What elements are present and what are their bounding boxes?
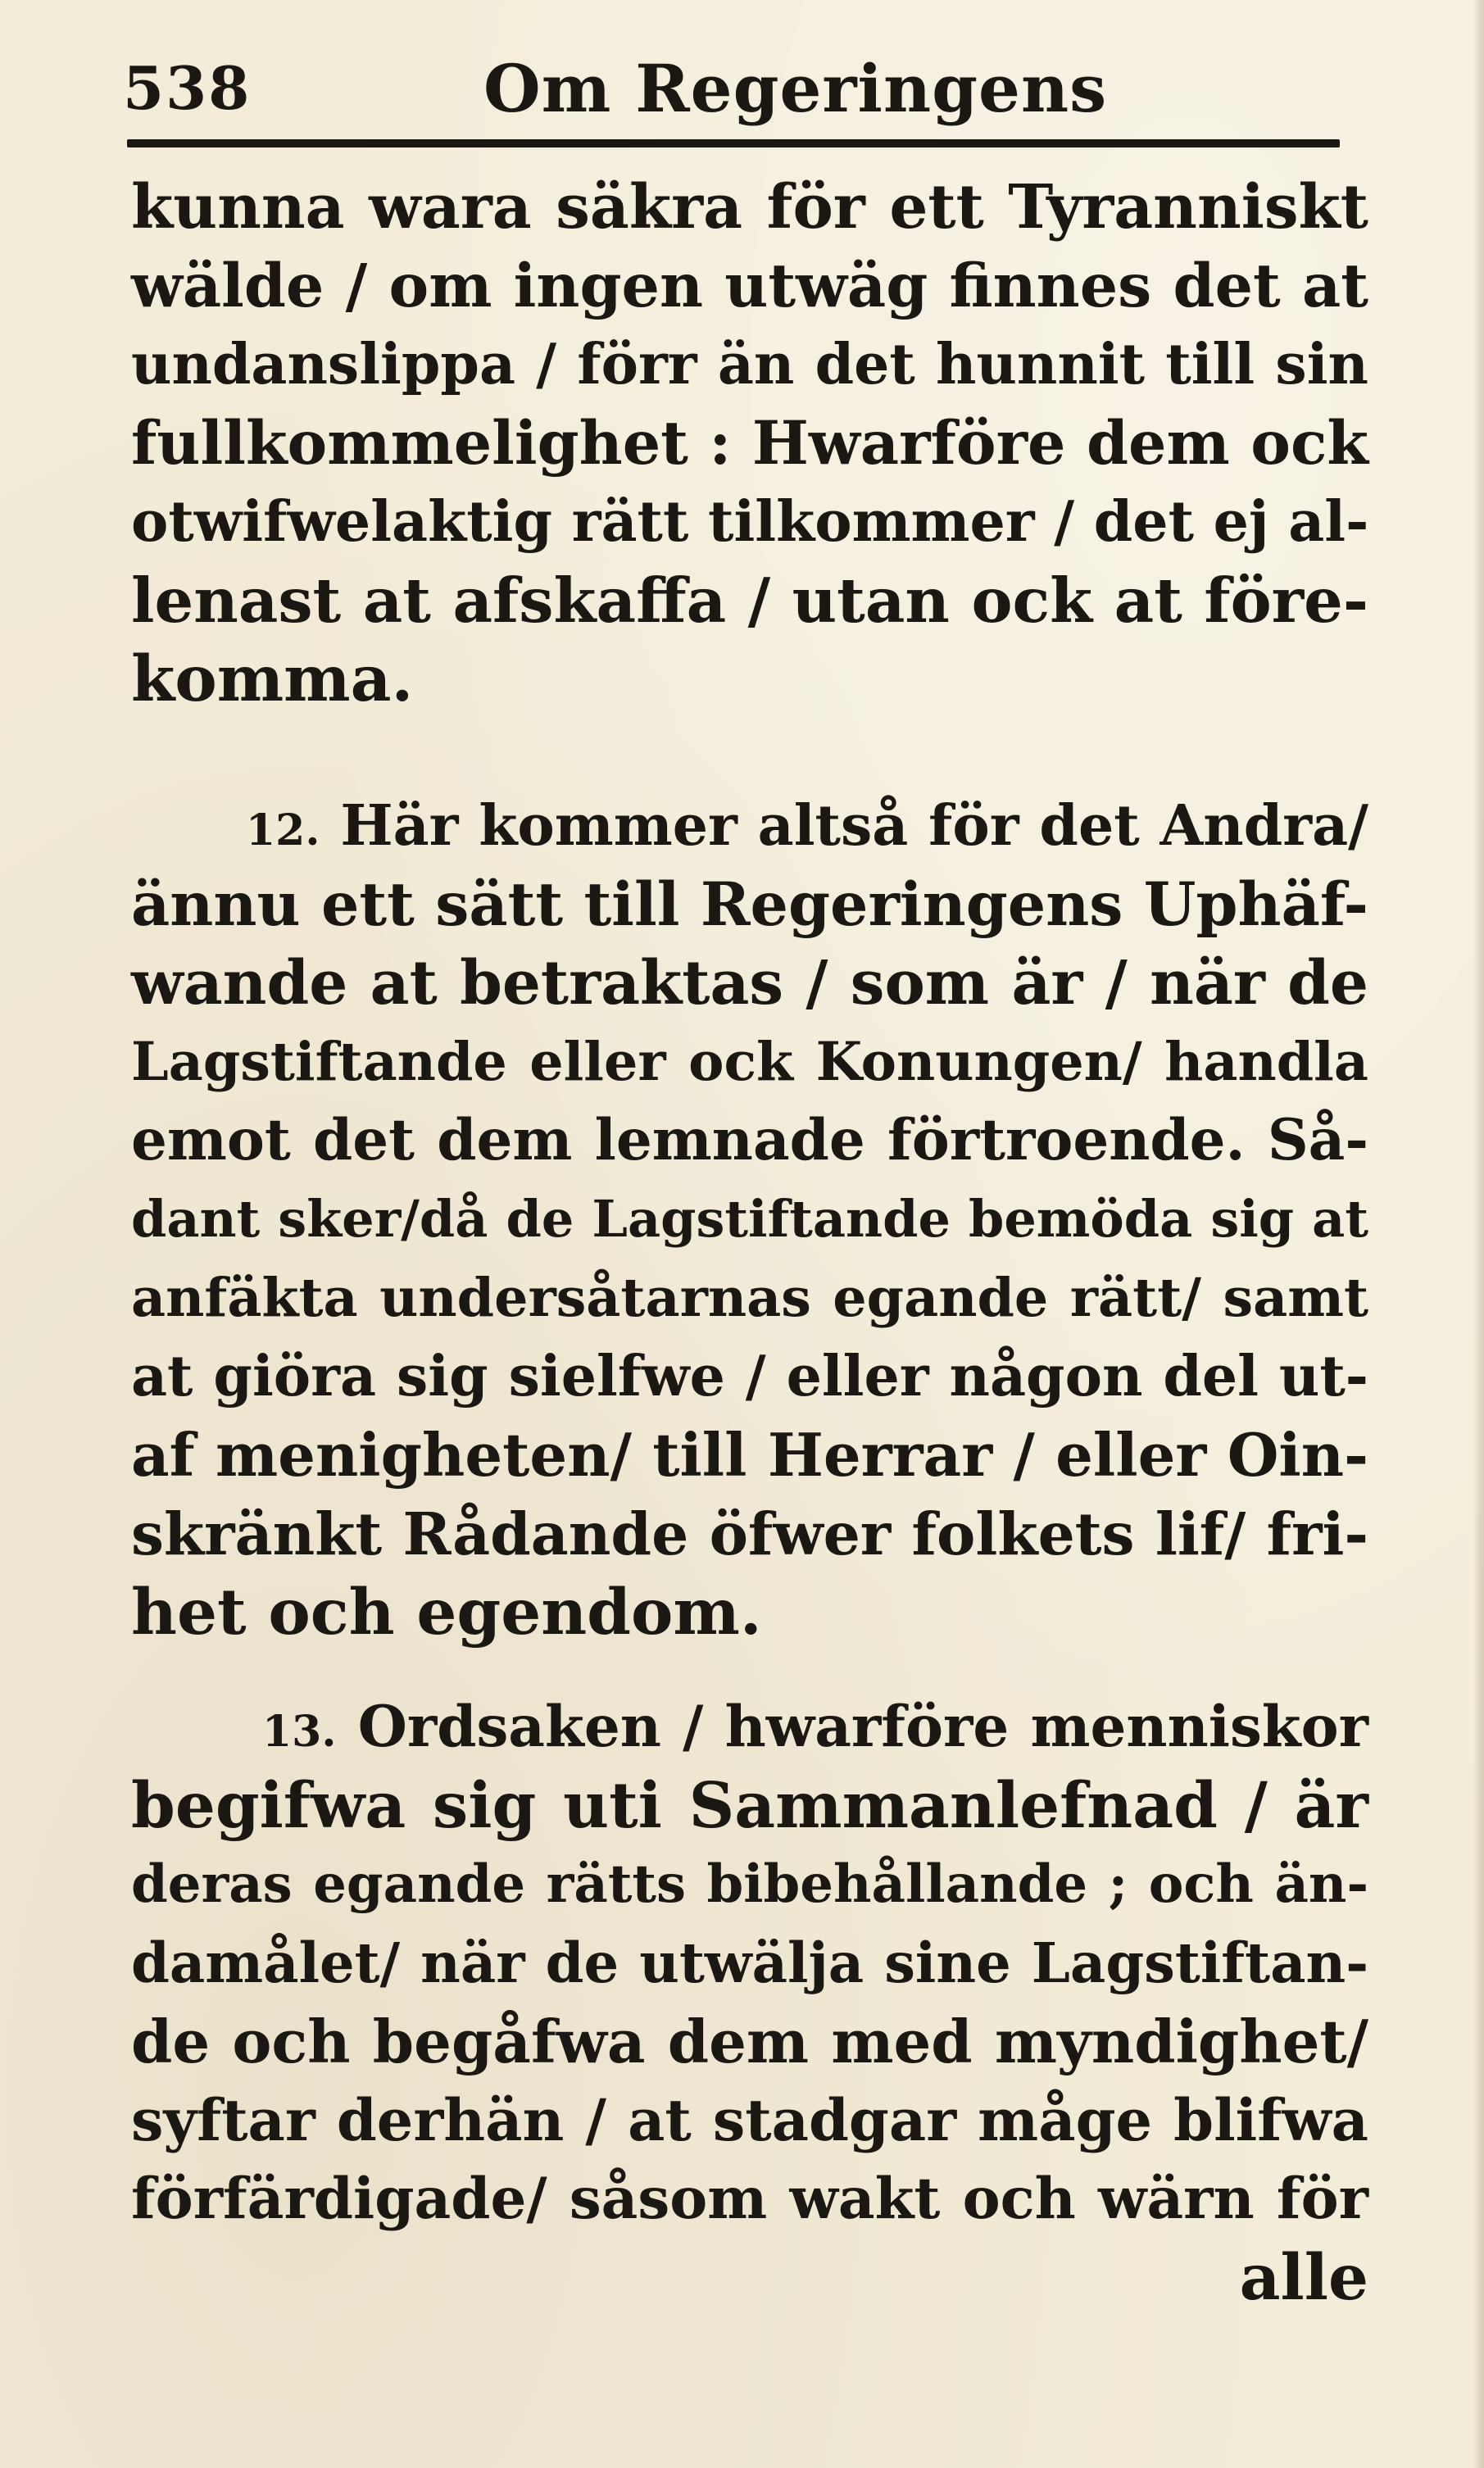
paragraph-11 — [131, 168, 1368, 719]
header-rule — [127, 139, 1340, 147]
text-line: fullkommelighet : Hwarföre dem ock — [131, 408, 1368, 479]
text-line: wälde / om ingen utwäg finnes det at — [131, 251, 1368, 321]
page-header — [123, 37, 1352, 135]
text-line: komma. — [131, 642, 414, 716]
text-line-content: Ordsaken / hwarföre menniskor — [357, 1694, 1368, 1760]
text-line: Lagstiftande eller ock Konungen/ handla — [131, 1031, 1368, 1093]
text-line: emot det dem lemnade förtroende. Så- — [131, 1107, 1368, 1173]
text-line: begifwa sig uti Sammanlefnad / är — [131, 1769, 1368, 1843]
text-line: otwifwelaktig rätt tilkommer / det ej al- — [131, 489, 1369, 555]
text-line-content: Här kommer altså för det Andra/ — [340, 793, 1368, 859]
text-line: skränkt Rådande öfwer folkets lif/ fri- — [131, 1499, 1368, 1568]
text-line: at giöra sig sielfwe / eller någon del ut- — [131, 1344, 1368, 1409]
text-line: het och egendom. — [131, 1576, 762, 1649]
page-number: 538 — [123, 53, 252, 123]
text-line: kunna wara säkra för ett Tyranniskt — [131, 172, 1368, 243]
paragraph-12 — [131, 787, 1368, 1652]
text-line-first — [131, 787, 1368, 865]
paragraph-number: 12. — [246, 805, 320, 855]
text-line: ännu ett sätt till Regeringens Uphäf- — [131, 869, 1368, 940]
text-line: af menigheten/ till Herrar / eller Oin- — [131, 1420, 1368, 1490]
text-line: syftar derhän / at stadgar måge blifwa — [131, 2086, 1368, 2154]
text-line: dant sker/då de Lagstiftande bemöda sig at — [131, 1189, 1368, 1249]
page-edge-shadow — [1473, 0, 1484, 2468]
text-line-first — [131, 1688, 1368, 1767]
text-line: de och begåfwa dem med myndighet/ — [131, 2007, 1368, 2076]
paragraph-13 — [131, 1688, 1368, 2317]
text-line: lenast at afskaffa / utan ock at före- — [131, 565, 1368, 637]
running-head: Om Regeringens — [483, 50, 1108, 127]
text-line: anfäkta undersåtarnas egande rätt/ samt — [131, 1267, 1368, 1329]
text-line: undanslippa / förr än det hunnit till sin — [131, 332, 1368, 397]
text-line: förfärdigade/ såsom wakt och wärn för — [131, 2166, 1368, 2232]
text-line: damålet/ när de utwälja sine Lagstiftan- — [131, 1930, 1368, 1995]
text-line: deras egande rätts bibehållande ; och än- — [131, 1853, 1368, 1915]
paragraph-number: 13. — [262, 1707, 337, 1757]
catchword: alle — [1239, 2241, 1368, 2315]
text-line: wande at betraktas / som är / när de — [131, 948, 1368, 1019]
